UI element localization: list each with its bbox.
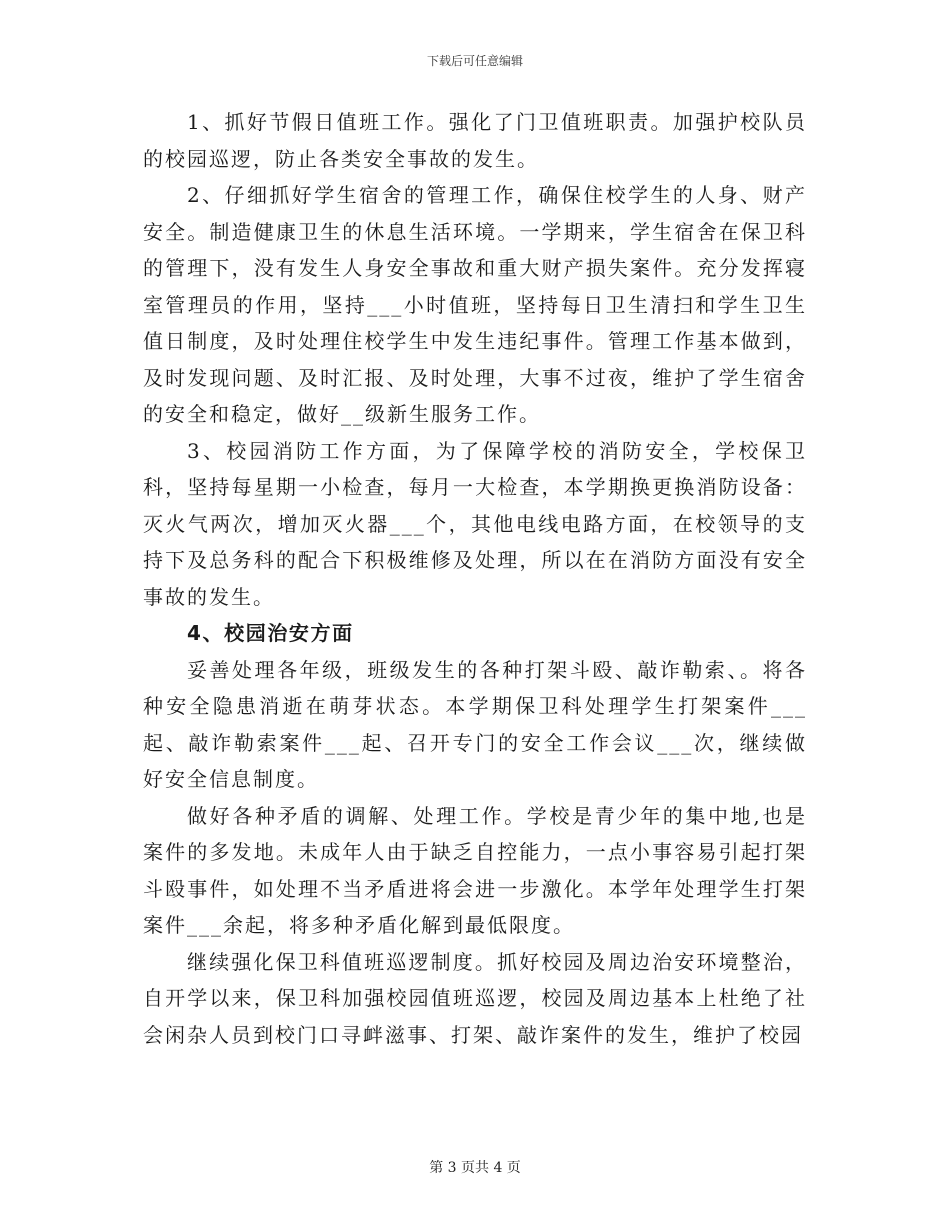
paragraph-fight-handling: 妥善处理各年级，班级发生的各种打架斗殴、敲诈勒索、。将各种安全隐患消逝在萌芽状态。本学期保卫科处理学生打架案件___起、敲诈勒索案件___起、召开专门的安全工作会议___次，继续做好安全信息制度。	[143, 657, 807, 791]
paragraph-patrol-system: 继续强化保卫科值班巡逻制度。抓好校园及周边治安环境整治，自开学以来，保卫科加强校园值班巡逻，校园及周边基本上杜绝了社会闲杂人员到校门口寻衅滋事、打架、敲诈案件的发生，维护了校园	[143, 949, 807, 1047]
paragraph-dormitory-management: 2、仔细抓好学生宿舍的管理工作，确保住校学生的人身、财产安全。制造健康卫生的休息生活环境。一学期来，学生宿舍在保卫科的管理下，没有发生人身安全事故和重大财产损失案件。充分发挥寝室管理员的作用，坚持___小时值班，坚持每日卫生清扫和学生卫生值日制度，及时处理住校学生中发生违纪事件。管理工作基本做到，及时发现问题、及时汇报、及时处理，大事不过夜，维护了学生宿舍的安全和稳定，做好__级新生服务工作。	[143, 183, 807, 426]
paragraph-conflict-mediation: 做好各种矛盾的调解、处理工作。学校是青少年的集中地,也是案件的多发地。未成年人由于缺乏自控能力，一点小事容易引起打架斗殴事件，如处理不当矛盾进将会进一步激化。本学年处理学生打架案件___余起，将多种矛盾化解到最低限度。	[143, 803, 807, 937]
paragraph-fire-safety: 3、校园消防工作方面，为了保障学校的消防安全，学校保卫科，坚持每星期一小检查，每月一大检查，本学期换更换消防设备：灭火气两次，增加灭火器___个，其他电线电路方面，在校领导的支持下及总务科的配合下积极维修及处理，所以在在消防方面没有安全事故的发生。	[143, 438, 807, 609]
paragraph-holiday-duty: 1、抓好节假日值班工作。强化了门卫值班职责。加强护校队员的校园巡逻，防止各类安全事故的发生。	[143, 110, 807, 171]
page-footer: 第 3 页共 4 页	[429, 1160, 521, 1176]
page-header: 下载后可任意编辑	[426, 54, 523, 68]
document-body	[143, 104, 807, 1053]
section-heading-campus-security: 4、校园治安方面	[187, 621, 354, 645]
